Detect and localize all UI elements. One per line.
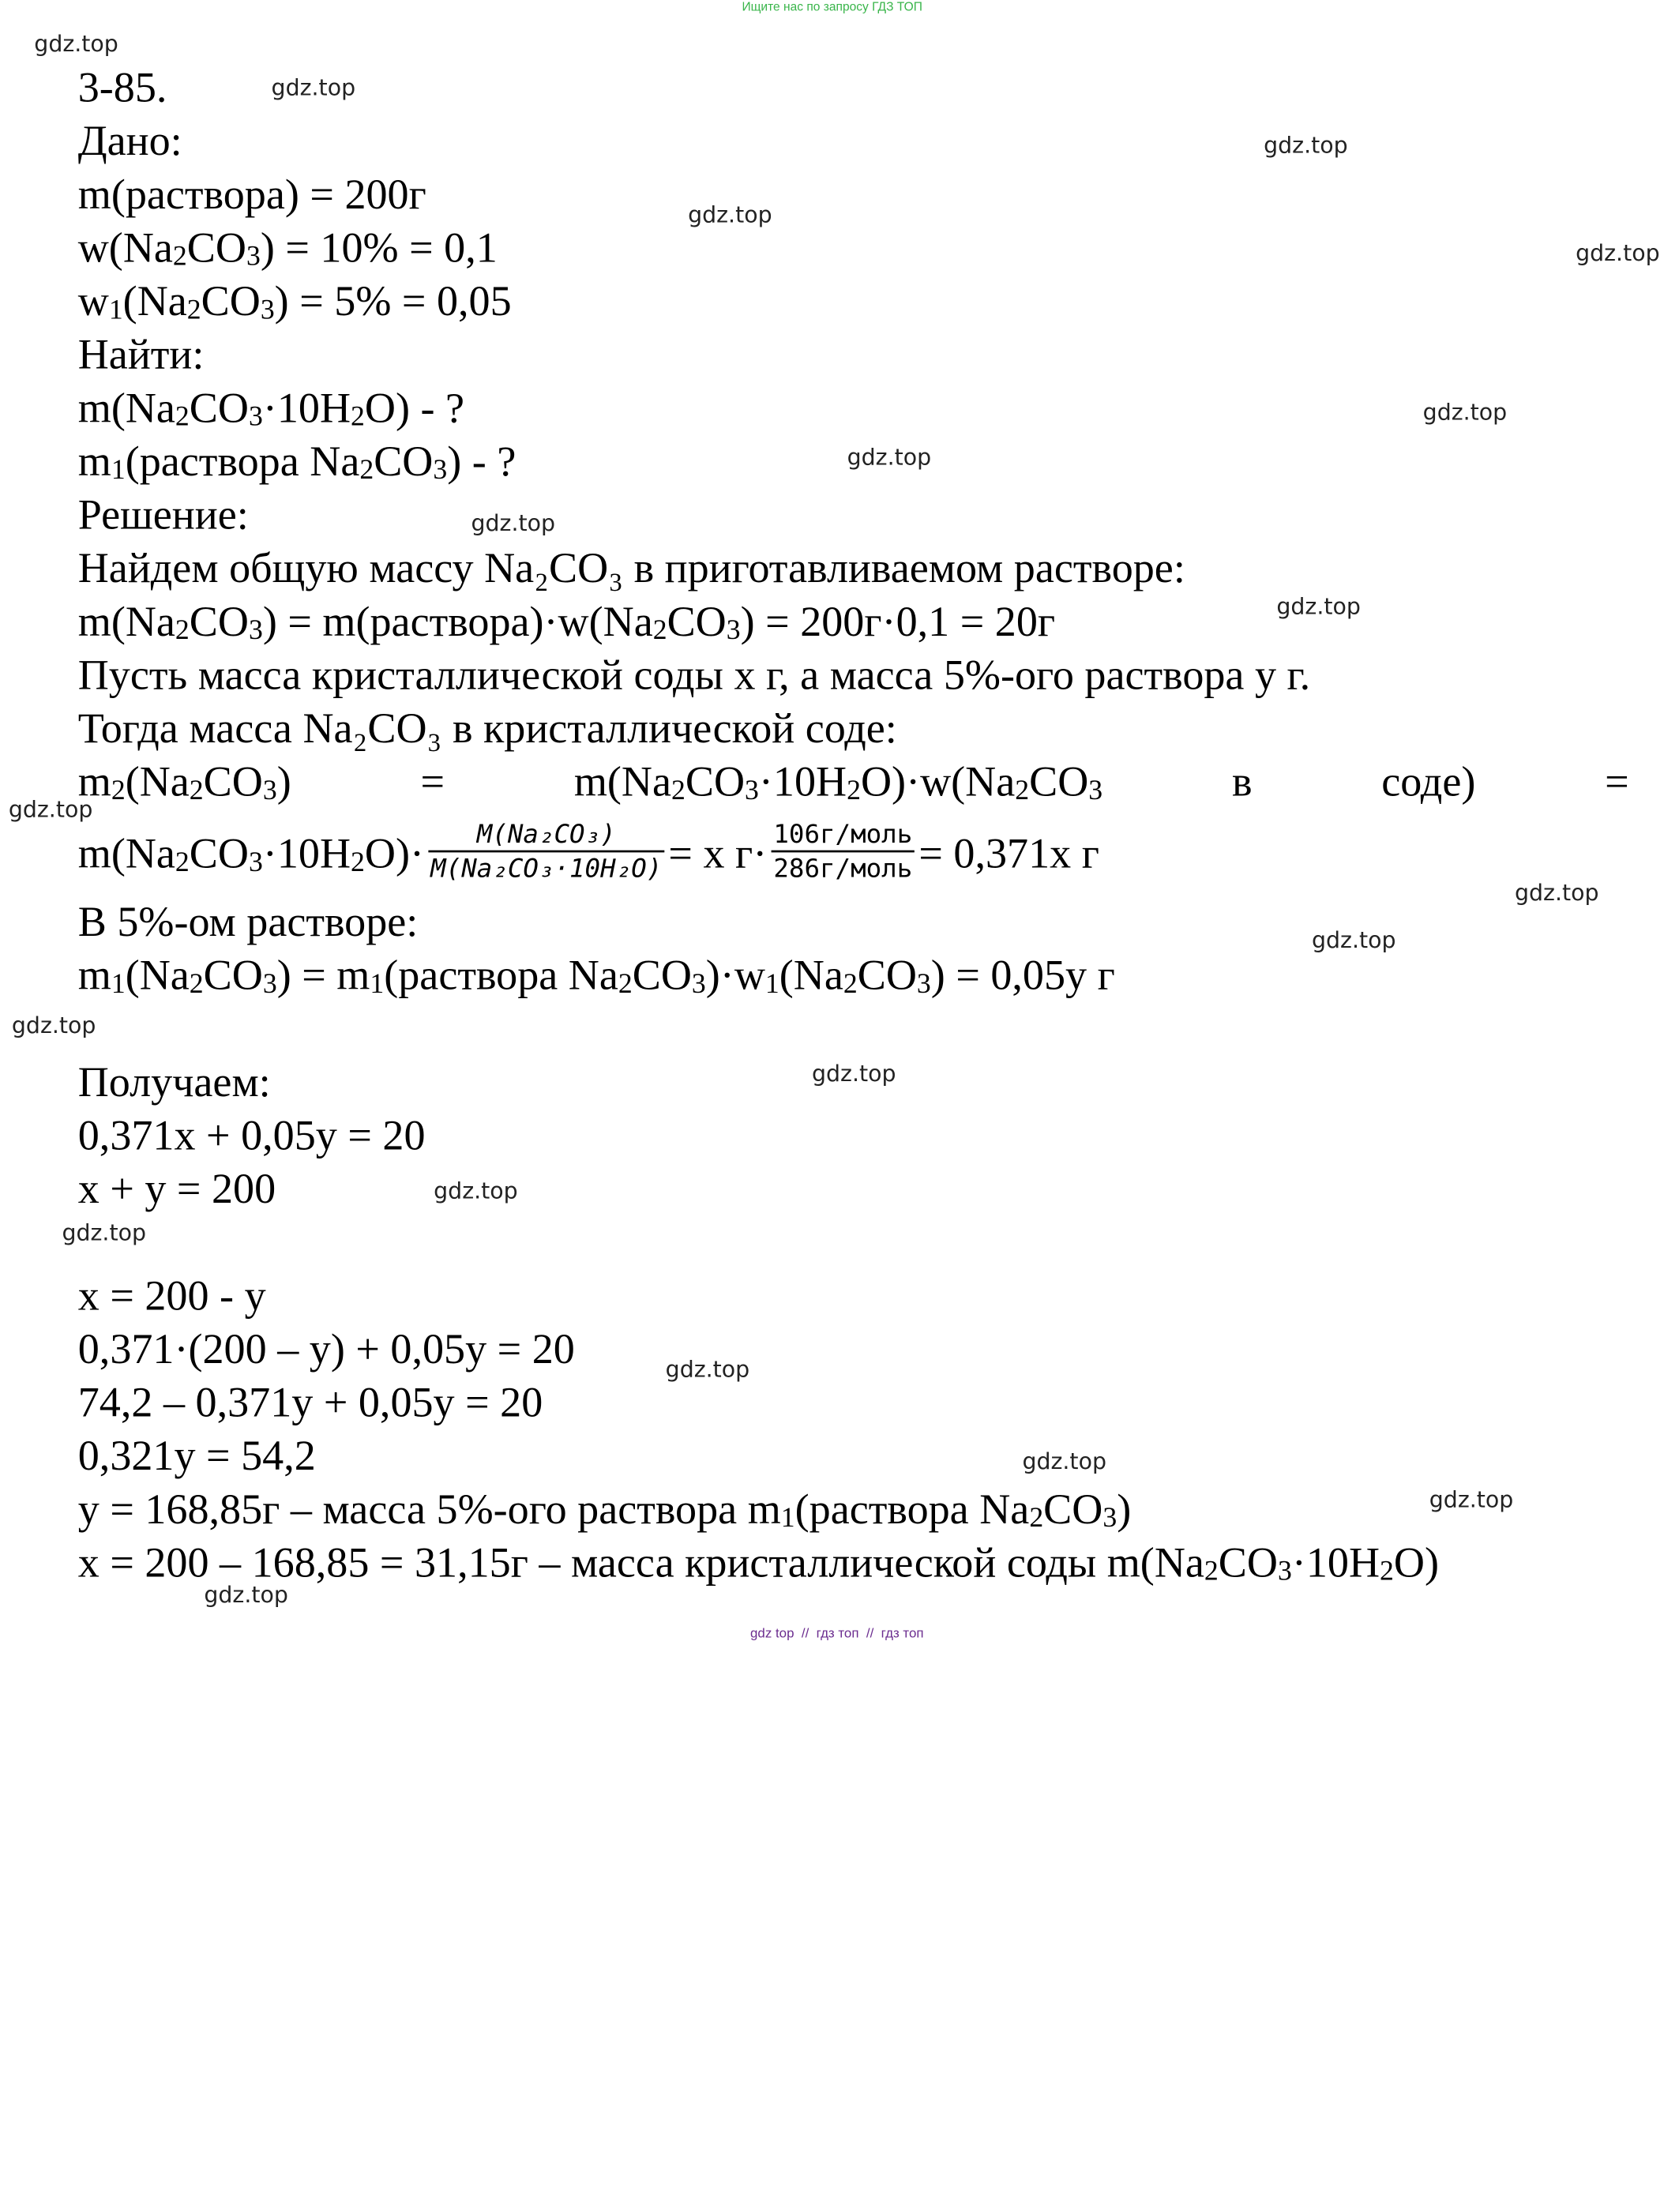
sentence-total-mass: Найдем общую массу Na₂CO₃ в приготавливаемом растворе: (77, 543, 1185, 592)
top-banner[interactable]: Ищите нас по запросу ГДЗ ТОП (742, 1, 922, 14)
equation-m1: $m_1(Na_2CO_3)$ = $m_1(раствора$ $Na_2CO_3)\cdot w_1(Na_2CO_3) = 0,05у$ г (77, 950, 1115, 999)
fraction-denominator: 286г/моль (773, 853, 913, 884)
given-heading: Дано: (77, 116, 182, 165)
equation-4: 0,371·(200 – y) + 0,05y = 20 (77, 1324, 575, 1373)
find-crystal-soda-mass: $m(Na_2CO_3\cdot 10H_2O)$ - ? (77, 383, 465, 432)
watermark: gdz.top (1429, 1486, 1514, 1513)
footer-links[interactable]: gdz top // гдз топ // гдз топ (750, 1625, 924, 1641)
watermark: gdz.top (434, 1177, 518, 1204)
equation-m2-part2: $m(Na_2CO_3\cdot 10H_2O)\cdot$ $\frac{\text{M(Na₂CO₃)}}{\text{M(Na₂CO₃·10H₂O)}}$ = x г· $\frac{\text{106г/моль}}{\text{286г/моль}}$ = 0,371x г (77, 819, 1099, 884)
watermark: gdz.top (1576, 240, 1660, 266)
result-y: y = 168,85г – масса 5%-ого раствора $m_1(раствора$ $Na_2CO_3$) (77, 1485, 1132, 1534)
watermark: gdz.top (1422, 399, 1508, 426)
equation-6: 0,321y = 54,2 (77, 1431, 316, 1480)
given-mass-fraction: $w(Na_2CO_3) = 10\% = 0,1$ (77, 223, 498, 272)
watermark: gdz.top (11, 1012, 96, 1038)
watermark: gdz.top (688, 201, 772, 228)
given-solution-mass: m(раствора) = 200г (77, 170, 426, 218)
watermark: gdz.top (204, 1582, 288, 1608)
equation-5: 74,2 – 0,371y + 0,05y = 20 (77, 1377, 543, 1426)
problem-number: 3-85. (77, 62, 167, 111)
watermark: gdz.top (1022, 1448, 1106, 1474)
watermark: gdz.top (1514, 880, 1599, 907)
equation-1: 0,371x + 0,05y = 20 (77, 1110, 426, 1159)
sentence-let: Пусть масса кристаллической соды x г, а масса 5%-ого раствора у г. (77, 650, 1311, 699)
equation-2: x + y = 200 (77, 1164, 276, 1213)
fraction-denominator: M(Na₂CO₃·10H₂O) (430, 853, 663, 884)
fraction-numerator: 106г/моль (772, 818, 915, 852)
result-x: x = 200 – 168,85 = 31,15г – масса кристаллической соды $m(Na_2CO_3\cdot 10H_2O)$ (77, 1538, 1439, 1587)
solution-heading: Решение: (77, 490, 249, 539)
molar-mass-values-fraction (772, 818, 915, 884)
watermark: gdz.top (1276, 594, 1361, 620)
watermark: gdz.top (8, 797, 93, 823)
watermark: gdz.top (62, 1219, 147, 1246)
sentence-then: Тогда масса Na₂CO₃ в кристаллической соде: (77, 704, 897, 753)
fraction-numerator: M(Na₂CO₃) (428, 818, 664, 852)
equation-m2-part1: $m_2(Na_2CO_3)$ = $m(Na_2CO_3\cdot 10H_2O)\cdot w(Na_2CO_3$ в соде) = (77, 757, 1629, 806)
watermark: gdz.top (811, 1061, 896, 1087)
watermark: gdz.top (471, 510, 556, 537)
watermark: gdz.top (1264, 132, 1348, 159)
equation-3: x = 200 - y (77, 1271, 266, 1320)
molar-mass-fraction (428, 818, 664, 884)
watermark: gdz.top (271, 74, 356, 101)
given-mass-fraction-1: $w_1(Na_2CO_3) = 5\% = 0,05$ (77, 276, 512, 325)
watermark: gdz.top (665, 1356, 750, 1383)
watermark: gdz.top (1311, 927, 1396, 953)
in-5-percent-heading: В 5%-ом растворе: (77, 897, 419, 946)
find-solution-mass: $m_1(раствора$ $Na_2CO_3$) - ? (77, 437, 516, 486)
receive-heading: Получаем: (77, 1057, 271, 1106)
watermark: gdz.top (847, 444, 932, 471)
watermark: gdz.top (34, 31, 118, 57)
equation-total-mass: $m(Na_2CO_3)$ = $m(раствора)\cdot w(Na_2CO_3) = 200г\cdot 0,1 = 20г$ (77, 597, 1056, 646)
find-heading: Найти: (77, 329, 205, 378)
